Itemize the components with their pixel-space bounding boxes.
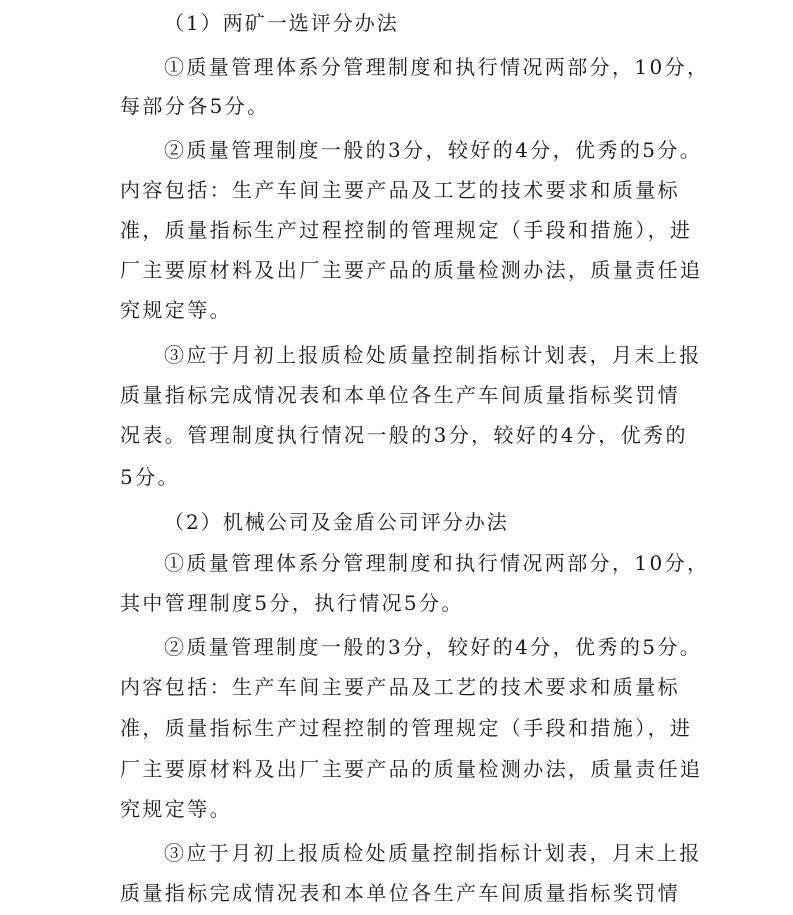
- section-1-item-1-line-2: 每部分各5分。: [120, 94, 270, 118]
- section-1-item-3-line-4: 5分。: [120, 465, 180, 489]
- section-2-item-2-line-1: ②质量管理制度一般的3分，较好的4分，优秀的5分。: [164, 635, 703, 659]
- section-1-item-2-line-4: 厂主要原材料及出厂主要产品的质量检测办法，质量责任追: [120, 258, 703, 282]
- section-2-item-2-line-3: 准，质量指标生产过程控制的管理规定（手段和措施），进: [120, 716, 693, 740]
- section-1-item-2-line-2: 内容包括：生产车间主要产品及工艺的技术要求和质量标: [120, 178, 680, 202]
- section-2-item-2-line-4: 厂主要原材料及出厂主要产品的质量检测办法，质量责任追: [120, 757, 703, 781]
- section-2-item-1-line-1: ①质量管理体系分管理制度和执行情况两部分，10分，: [164, 551, 710, 575]
- section-1-item-2-line-1: ②质量管理制度一般的3分，较好的4分，优秀的5分。: [164, 138, 703, 162]
- section-1-item-3-line-2: 质量指标完成情况表和本单位各生产车间质量指标奖罚情: [120, 383, 680, 407]
- section-2-item-3-line-1: ③应于月初上报质检处质量控制指标计划表，月末上报: [164, 841, 702, 865]
- section-2-item-3-line-2: 质量指标完成情况表和本单位各生产车间质量指标奖罚情: [120, 881, 680, 905]
- section-2-item-2-line-2: 内容包括：生产车间主要产品及工艺的技术要求和质量标: [120, 675, 680, 699]
- section-1-item-1-line-1: ①质量管理体系分管理制度和执行情况两部分，10分，: [164, 55, 710, 79]
- section-2-heading: （2）机械公司及金盾公司评分办法: [164, 510, 509, 534]
- section-2-item-1-line-2: 其中管理制度5分，执行情况5分。: [120, 591, 464, 615]
- section-2-item-2-line-5: 究规定等。: [120, 797, 232, 821]
- section-1-item-2-line-5: 究规定等。: [120, 298, 232, 322]
- section-1-item-3-line-1: ③应于月初上报质检处质量控制指标计划表，月末上报: [164, 343, 702, 367]
- section-1-heading: （1）两矿一选评分办法: [164, 11, 399, 35]
- section-1-item-3-line-3: 况表。管理制度执行情况一般的3分，较好的4分，优秀的: [120, 423, 688, 447]
- section-1-item-2-line-3: 准，质量指标生产过程控制的管理规定（手段和措施），进: [120, 218, 693, 242]
